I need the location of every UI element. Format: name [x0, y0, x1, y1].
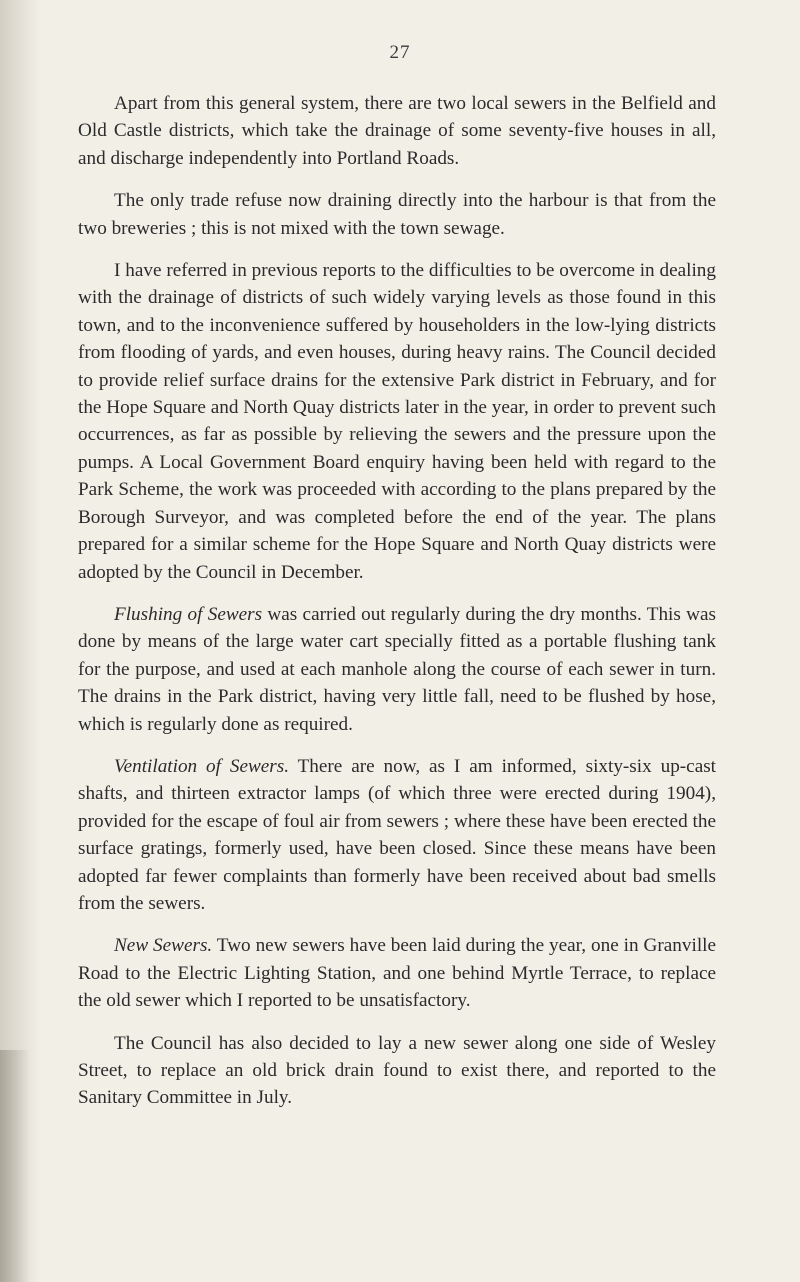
section-heading-flushing: Flushing of Sewers: [114, 603, 263, 625]
section-heading-ventilation: Ventilation of Sewers.: [114, 755, 290, 777]
document-body: [78, 90, 716, 1127]
paragraph-drainage-difficulties: [78, 257, 716, 586]
paragraph-new-sewers: [78, 932, 716, 1014]
paragraph-text: There are now, as I am informed, sixty-six up-cast shafts, and thirteen extractor lamps (of which three were erected during 1904), provided for the escape of foul air from sewers ; where these have been erected the surface gratings, formerly used, have been closed. Since these means have been adopted far fewer complaints than formerly have been received about bad smells from the sewers.: [78, 755, 717, 914]
paragraph-text: The Council has also decided to lay a new sewer along one side of Wesley Street, to replace an old brick drain found to exist there, and reported to the Sanitary Committee in July.: [78, 1032, 716, 1109]
paragraph-text: Apart from this general system, there are two local sewers in the Belfield and Old Castle districts, which take the drainage of some seventy-five houses in all, and discharge independently into Portland Roads.: [78, 93, 716, 169]
paragraph-wesley-street: [78, 1030, 716, 1112]
page-number: 27: [389, 42, 411, 63]
paragraph-ventilation-of-sewers: [78, 753, 716, 917]
paragraph-flushing-of-sewers: [78, 601, 716, 738]
section-heading-new-sewers: New Sewers.: [114, 935, 213, 957]
paragraph-trade-refuse: [78, 187, 716, 242]
paragraph-text: The only trade refuse now draining directly into the harbour is that from the two breweries ; this is not mixed with the town sewage.: [78, 190, 716, 239]
paragraph-local-sewers: [78, 90, 716, 172]
paragraph-text: was carried out regularly during the dry months. This was done by means of the large water cart specially fitted as a portable flushing tank for the purpose, and used at each manhole along the course of each sewer in turn. The drains in the Park district, having very little fall, need to be flushed by hose, which is regularly done as required.: [78, 603, 716, 735]
scan-shadow-edge-lower: [0, 1050, 30, 1282]
paragraph-text: I have referred in previous reports to the difficulties to be overcome in dealing with the drainage of districts of such widely varying levels as those found in this town, and to the inconvenience suffered by householders in the low-lying districts from flooding of yards, and even houses, during heavy rains. The Council decided to provide relief surface drains for the extensive Park district in February, and for the Hope Square and North Quay districts later in the year, in order to prevent such occurrences, as far as possible by relieving the sewers and the pressure upon the pumps. A Local Government Board enquiry having been held with regard to the Park Scheme, the work was proceeded with according to the plans prepared by the Borough Surveyor, and was completed before the end of the year. The plans prepared for a similar scheme for the Hope Square and North Quay districts were adopted by the Council in December.: [78, 260, 716, 583]
paragraph-text: Two new sewers have been laid during the year, one in Granville Road to the Electric Lighting Station, and one behind Myrtle Terrace, to replace the old sewer which I reported to be unsatisfactory.: [78, 935, 716, 1012]
